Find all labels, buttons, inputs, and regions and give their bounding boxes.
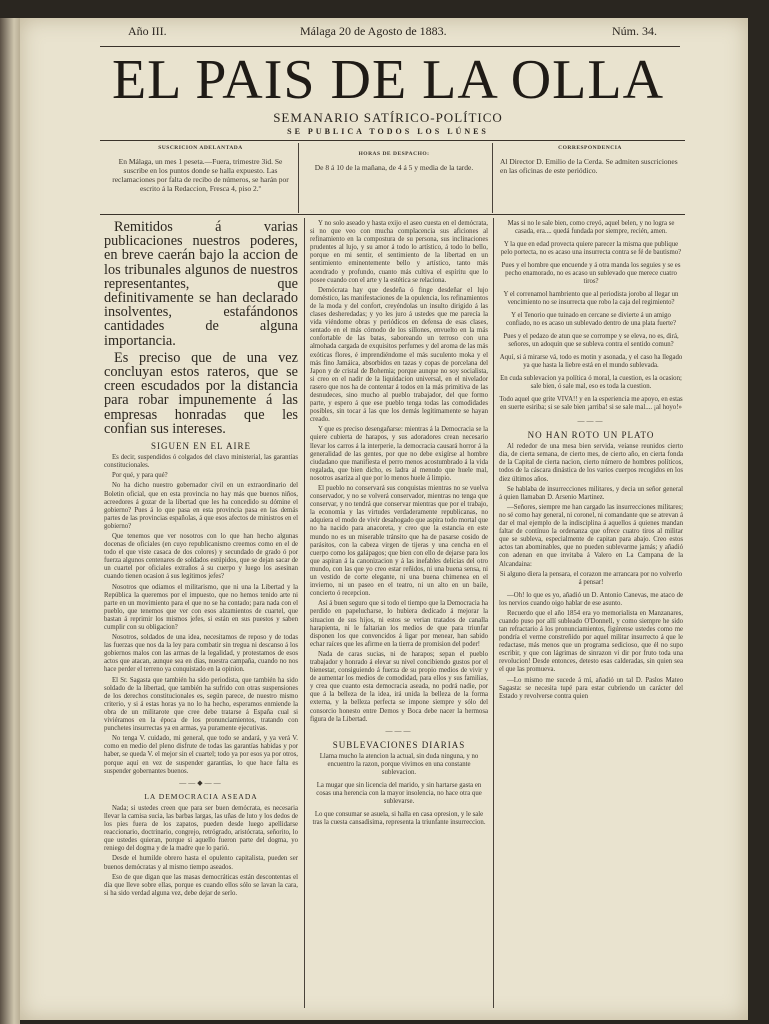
verse-stanza: Mas si no le sale bien, como creyó, aquel belen, y no logra se casada, era.... quedá fundada por siempre, recién, amen. (507, 220, 675, 235)
article-paragraph: El Sr. Sagasta que también ha sido periodista, que también ha sido soldado de la libertad, que también ha sufrido con otras suspensiones de los derechos constitucionales es, según parece, de nuestro mismo criterio, y si á estas horas ya no lo ha hecho, esperamos enmiende la obra de un militarote que cree debe tratarse á España cual si viviéramos en la época de los pronunciamientos, tratando con punchetes insurrectas ya en armas, ya puramente ejecutivas. (104, 676, 298, 733)
verse-stanza: La mugar que sin licencia del marido, y sin hartarse gasta en cosas una herencia con la mayor insolencia, no hace otra que sublevarse. (316, 781, 482, 805)
verse-stanza: Pues y el hombre que encuende y á otra manda los seguies y se es pecho enamorado, no es acaso un sublevado que merece cuatro tiros? (501, 262, 681, 285)
verse-stanza: Si alguno diera la pensara, el corazon me arrancara por no volverlo á pensar! (499, 570, 683, 586)
column-1 (104, 220, 298, 1010)
newspaper-subtitle: SEMANARIO SATÍRICO-POLÍTICO (273, 110, 503, 125)
info-divider-1 (298, 143, 299, 213)
verse-stanza: Aquí, si á mirarse vá, todo es motin y asonada, y el caso ha llegado ya que hasta la liebre está en el mundo sublevada. (499, 354, 683, 369)
column-divider-1 (304, 218, 305, 1008)
article-paragraph: Demócrata hay que desdeña ó finge desdeñar el lujo doméstico, las manifestaciones de la opulencia, los refinamientos de la moda y del confort, creyéndolas un insulto dirigido á las clases desheredadas; y yo les juro á ustedes que me parecía la vida viéndome obras y periódicos en defensa de esas clases, sentado en el más cómodo de los sillones, envuelto en la más confortable de las batas, saboreando un terroso con una almohada cargada de exquisitos perfumes y del aroma de las más exóticas flores, é imprendiéndome el más suculento moka y el más fino Jamáica, absorbidos en tazas y copas de porcelana del Japon y de cristal de Bohemia; porque aunque no soy socialista, si creo en el nadir de la liquidacion universal, en el nivelador rasero que nos ha de contentar á todos en la más primitiva de las desnudeces, sino mucho al pueblo trabajador, del que formo parte, y espero á que ese pueblo tenga todas las comodidades posibles, sin tocar á las que los demás legítimamente se hayan creado. (310, 286, 488, 424)
year-label: Año III. (128, 24, 167, 38)
article-paragraph: Nosotros, soldados de una idea, necesitamos de reposo y de todas las fuerzas que nos da la ley para combatir sin tregua ni descanso á los gobiernos malos con las armas de la legalidad, y protestamos de esos actos que atacan, aunque sea en dias, nuestra campaña, cuando no nos hace perder el terreno ya conquistado en la opinion. (104, 634, 298, 674)
article-paragraph: El pueblo no conservará sus conquistas mientras no se vuelva conservador, y no se volverá conservador, mientras no tenga que conservar, y no tendrá que conservar mientras que por el trabajo, la economía y las virtudes verdaderamente republicanas, no adquiera el modo de vivir desahogado que aspira todo mortal que no ha nacido para anacoreta, y creo que la estancia en este mundo no es un miserable tránsito que ha de pasarse cosido de parásitos, con la cabeza virgen de tijeras y una cencha en el cuerpo como los galápagos; que bien con ello de dejarse para los que aspiran á la canonizacion y á las inefables delicias del otro mundo, con las que yo creo estar reñidos, ni una buena sensa, ni un vestido de corte elegante, ni una buena chimenea en el invierno, ni un paseo en el teatro, ni un alto en un baile, concierto ó recepcion. (310, 485, 488, 598)
article-paragraph: Eso de que digan que las masas democráticas están descontentas el día que lleve sobre ellas, porque es cuando ellos sólo se lavan la cara, si ha sido verdad alguna vez, debe dejar de serlo. (104, 873, 298, 897)
column-3 (499, 220, 683, 1010)
article-paragraph: No ha dicho nuestro gobernador civil en un extraordinario del Boletin oficial, que en esta provincia no hay más que buenos niños, acreedores á gozar de la libertad que les ha concedido su dómine el gobierno? Pues á lo que pasa en esta provincia pasa en las demás partes de las provincias españolas, á que esos afectos de ministros en el gobierno? (104, 482, 298, 530)
column-2 (310, 220, 488, 1010)
subscription-text: En Málaga, un mes 1 peseta.—Fuera, trimestre 3id. Se suscribe en los puntos donde se halla expuesto. Las reclamaciones por falta de recibo de números, se harán por escrito á la Redaccion, Fresca 4, piso 2.º (112, 157, 289, 193)
subscription-box (108, 144, 293, 193)
article-paragraph: Nada de caras sucias, ni de harapos; sepan el pueblo trabajador y honrado á elevar su nivel concibiendo gustos por el bienestar, consiguiendo á fuerza de su propio medios de vivir y de aumentar los medios de comodidad, para ellos y sus familias, y crea que cuanto esta democracia aseada, no podrá nadie, por que á la belleza de la idea, irá unida la belleza de la forma externa, y la belleza perfecta se impone siempre y sólo del consorcio honesto entre Demos y Boca debe nacer la hermosa figura de la Libertad. (310, 650, 488, 723)
ornament-divider: ——— (577, 417, 605, 425)
article-paragraph: Así á buen seguro que si todo el tiempo que la Democracia ha perdido en papelucharse, lo hubiera dedicado á mejorar la situacion de sus hijos, ni estos se verian tratados de canalla harapienta, ni le faltarian los medios de que para triunfar disponen los que convencidos á ligar por menear, han sabido echar raíces que les afirme en la tierra de promision del poder! (310, 600, 488, 648)
verse-stanza: Todo aquel que grite VIVA!! y en la esperiencia me apoyo, en estas en suerte esiriba; si se sale bien ¡arriba! si se sale mal.... ¡al hoyo!» (499, 396, 683, 411)
verse-stanza: Lo que consumar se asuela, si halla en casa opresion, y le sale tras la cuesta cansadisima, representa la triunfante insurreccion. (312, 810, 486, 826)
issue-number: Núm. 34. (612, 24, 657, 38)
article-paragraph: Que tenemos que ver nosotros con lo que han hecho algunas docenas de oficiales (en cuyo republicanismo creemos como en el de todo el que viste casaca de dos colores) y secundado de grado ó por fuerza algunos centenares de soldados estúpidos, que se dejan sacar de un cuartel por oficiales extraños á su cuerpo y luego los asesinan cuando tienen ocasion á sus legítimos jefes? (104, 532, 298, 581)
masthead-rule-top (100, 46, 680, 47)
office-hours-box (304, 150, 484, 172)
section-title-sublevaciones: SUBLEVACIONES DIARIAS (332, 739, 466, 750)
verse-stanza: Y la que en edad provecta quiere parecer la misma que publique pelo portecta, no es acaso una insurrecta contra se fé de bautismo? (500, 241, 682, 256)
article-paragraph: Nosotros que odiamos el militarismo, que ni una la Libertad y la República la queremos por el impuesto, que no hemos tenido arte ni parte en un movimiento para el que no se ha contado; para nada con el pueblo, que tenemos que ver con esos alzamientos de cuartel, que bastan á reprimir los mismos jefes, si están en sus puestos y saben cumplir con su obligacion? (104, 583, 298, 632)
publish-schedule: SE PUBLICA TODOS LOS LÚNES (287, 127, 489, 136)
article-paragraph: Por qué, y para qué? (112, 472, 168, 480)
article-paragraph: Desde el humilde obrero hasta el opulento capitalista, pueden ser buenos demócratas y al mismo tiempo aseados. (104, 855, 298, 871)
masthead-top-line (90, 24, 690, 40)
dateline: Málaga 20 de Agosto de 1883. (300, 24, 447, 38)
subscription-heading: SUSCRICION ADELANTADA (158, 145, 243, 151)
article-paragraph: Y no solo aseado y hasta exijo el aseo cuesta en el demócrata, si no que veo con mucha complacencia sus aficiones al refinamiento en la compostura de su persona, sus inclinaciones prudentes al lujo, y su amor á todo lo artístico, á todo lo bello, porque en mi sentir, el sentimiento de la libertad en un sentimiento eminentemente bello y artístico, tanto más acendrado y profundo, cuanto más cultiva el espíritu que lo posee cuando con el arte y la estética se relaciona. (310, 220, 488, 284)
section-title-siguen: SIGUEN EN EL AIRE (151, 441, 251, 452)
info-rule (100, 214, 685, 215)
article-paragraph: Es decir, suspendidos ó colgados del clavo ministerial, las garantías constitucionales. (104, 454, 298, 470)
article-paragraph: Se hablaba de insurrecciones militares, y decia un señor general á quien llamaban D. Arsenio Martinez. (499, 485, 683, 501)
office-hours-text: De 8 á 10 de la mañana, de 4 á 5 y media de la tarde. (314, 163, 474, 172)
binding-gutter (0, 18, 20, 1024)
ornament-divider: ——— (385, 726, 413, 735)
verse-stanza: En cuda sublevacion ya política ó moral, la cuestion, es la ocasion; sale bien, ó sale mal, eso es toda la cuestion. (500, 375, 682, 390)
correspondence-box (500, 144, 680, 175)
article-paragraph: Recuerdo que el año 1854 era yo memorialista en Manzanares, cuando puso por allí subleado O'Donnell, y como siempre he sido tan refractario á los pronunciamientos, figúrense ustedes como me pondría el verme constreñido por aquel militar insurrecto á que le redactase, más menos que un programa sedicioso, que él no supo escribir, y que con lágrimas de sinrazon vi dir por fruto toda una revolucion! Desde entonces, detesto esas calderadas, sin quien sea el que las promueva. (499, 609, 683, 674)
verse-stanza: Y el correnamol hambriento que al periodista jorobo al llegar un vencimiento no se insurrecta que robo la caja del regimiento? (503, 291, 679, 306)
correspondence-text: Al Director D. Emilio de la Cerda. Se admiten suscriciones en las oficinas de este periódico. (500, 157, 678, 175)
editorial-notice (104, 220, 298, 436)
editorial-paragraph: Es preciso que de una vez concluyan estos rateros, que se creen escudados por la distancia para robar impunemente á las empresas honradas que les confian sus intereses. (104, 349, 298, 437)
masthead-rule-bottom (100, 140, 685, 141)
section-title-democracia: LA DEMOCRACIA ASEADA (144, 791, 258, 801)
verse-stanza: Y el Tenorio que tuinado en cercane se divierte á un amigo confiado, no es acaso un sublevado dentro de una plata fuerte? (505, 312, 677, 327)
article-paragraph: —Lo mismo me sucede á mí, añadió un tal D. Paslos Mateo Sagasta: se necesita tupé para estar cubriendo un carácter del Estado y revolverse contra quien (499, 676, 683, 700)
article-paragraph: —Señores, siempre me han cargado las insurrecciones militares; no sé como hay general, ni coronel, ni comandante que se atrevan á dar el mal ejemplo de la indisciplina á aquellos á quienes mandan faltar de contínuo la ordenanza que ofrece cuatro tiros al militar que se subleva, especialmente de capitan para abajo. Creo estos actos tan abominables, que no pueden sublevarme jamás; y añadió con adenan en que invitaba á Valero en La Campana de la Alcandaina: (499, 503, 683, 568)
info-divider-2 (492, 143, 493, 213)
office-hours-heading: HORAS DE DESPACHO: (358, 151, 430, 157)
article-paragraph: Nada; si ustedes creen que para ser buen demócrata, es necesaria llevar la camisa sucia, las barbas largas, las uñas de luto y los dedos de los pies fuera de los zapatos, pueden desde luego apellidarse reaccionario, doctrinario, congrejo, retrógrado, aristócrata, señorito, lo que ustedes quieran, porque si aquello fueron parte del dogma, yo reniego del dogma y de la madre que lo parió. (104, 804, 298, 853)
article-paragraph: No tenga V. cuidado, mi general, que todo se andará, y ya verá V. como en medio del pleno disfrute de todas las garantías habidas y por haber, se queda V. el mejor sin el cuartel; todo ya por esos ya por otros, porque aquí en vez de suspender garantías, lo que hace falta es suspender gobernantes buenos. (104, 735, 298, 775)
section-title-plato: NO HAN ROTO UN PLATO (527, 430, 655, 441)
verse-stanza: Pues y el pedazo de atun que se corrompe y se eleva, no es, dirá, señores, un adoquin que se subleva contra el sentido comun? (503, 333, 679, 348)
article-paragraph: —Oh! lo que es yo, añadió un D. Antonio Canevas, me ataco de los nervios cuando oigo hablar de ese asunto. (499, 591, 683, 607)
editorial-paragraph: Remitidos á varias publicaciones nuestros poderes, en breve caerán bajo la accion de los tribunales algunos de nuestros representantes, que definitivamente se han declarado insolventes, estafándonos cantidades de alguna importancia. (104, 220, 298, 349)
article-paragraph: Al rededor de una mesa bien servida, veíanse reunidos cierto dia, de cierta semana, de cierto mes, de cierto año, en cierta fonda de la Capital de cierta nacion, cierto número de hombres políticos, todos de la cáscara dinástica de los varios cuerpos recogidos en los diez últimos años. (499, 443, 683, 483)
article-paragraph: Y que es preciso desengañarse: mientras á la Democracia se la quiere cubierta de harapos, y sus adoradores crean necesario llevar los carros á la interperie, la democracia causará horror á la generalidad de las gentes, por que no debe exigírse al hombre ciudadano que manifiesta el perro menos acostumbrado á la vida regalada, que bien dicho, es ladra al menudo que huele mal, nosotros asariza al que por lo menos huele á limpio. (310, 426, 488, 482)
newspaper-title: EL PAIS DE LA OLLA (111, 49, 665, 111)
ornament-divider: ——◆—— (179, 778, 223, 787)
column-divider-2 (493, 218, 494, 1008)
correspondence-heading: CORRESPONDENCIA (558, 145, 622, 151)
verse-stanza: Llama mucho la atencion la actual, sin duda ninguna, y no encuentro la razon, porque vivimos en una constante sublevacion. (319, 752, 479, 776)
